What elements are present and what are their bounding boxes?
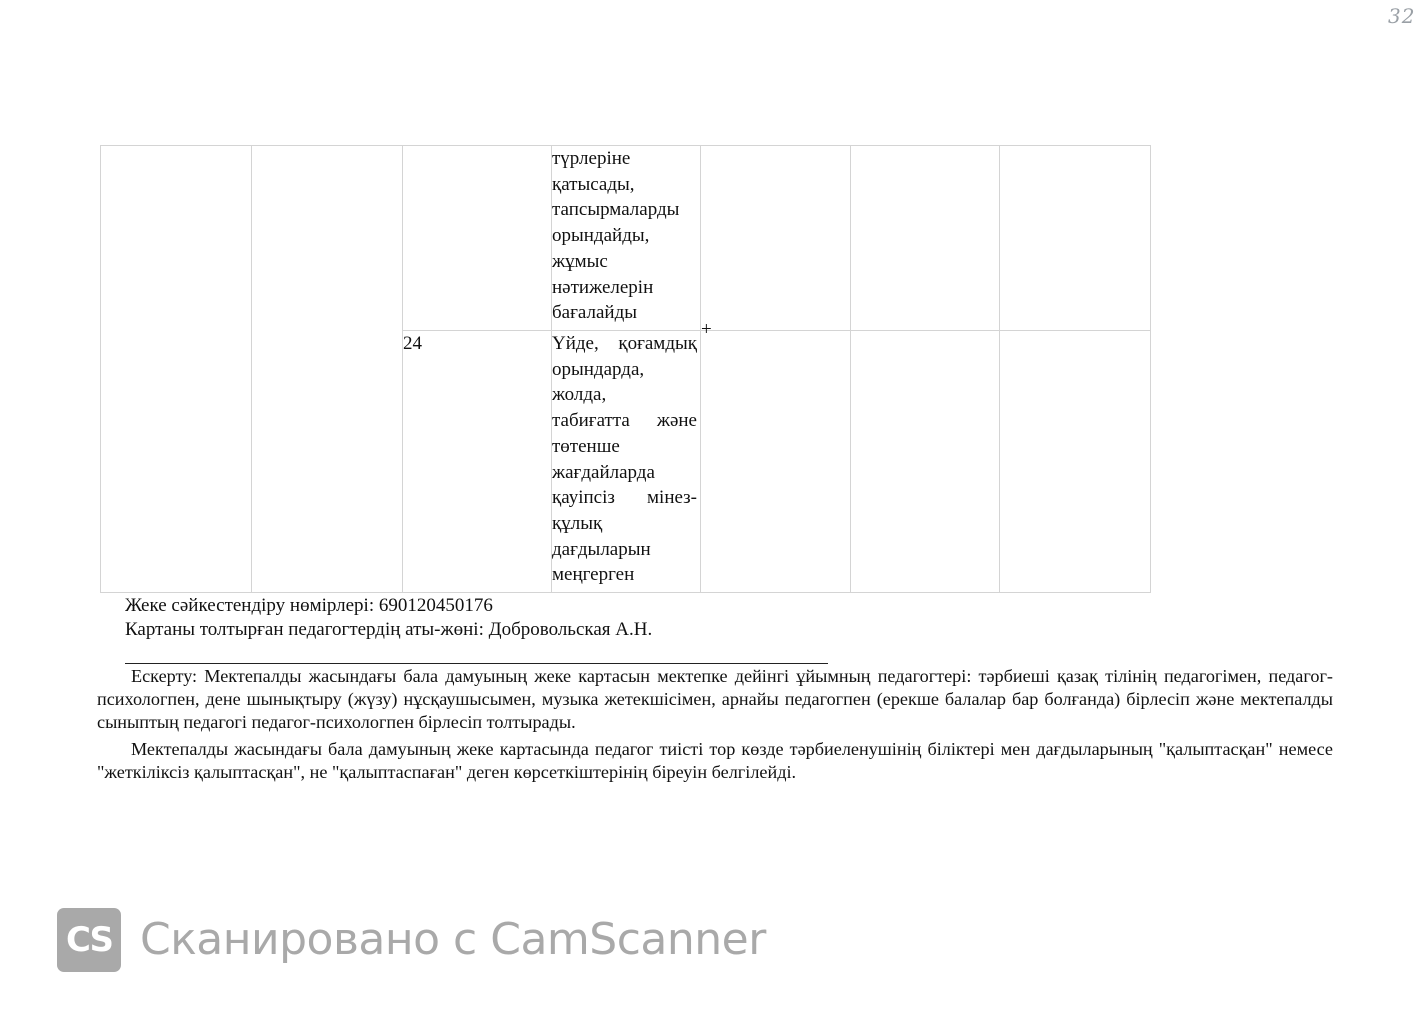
note-paragraph-2 bbox=[97, 738, 1333, 784]
skill-line: тапсырмаларды bbox=[552, 199, 680, 221]
camscanner-logo-icon: CS bbox=[57, 908, 121, 972]
skill-line: жағдайларда bbox=[552, 461, 655, 483]
handwritten-page-number: 32 bbox=[1388, 4, 1416, 28]
plus-mark: + bbox=[701, 319, 712, 340]
skill-line: орындарда, bbox=[552, 358, 645, 380]
skill-line: түрлеріне bbox=[552, 148, 631, 169]
camscanner-watermark-text: Сканировано с CamScanner bbox=[140, 914, 766, 965]
skill-line: меңгерген bbox=[552, 564, 635, 586]
footnote-divider bbox=[125, 663, 828, 664]
table-cell bbox=[1000, 331, 1151, 593]
skill-line: дағдыларын bbox=[552, 538, 651, 560]
table-cell-merged-2 bbox=[252, 146, 403, 593]
skill-line: жұмыс bbox=[552, 250, 608, 272]
table-cell bbox=[851, 146, 1000, 331]
table-row bbox=[101, 146, 1151, 331]
skill-description-cell bbox=[552, 146, 701, 331]
skill-line: табиғатта және bbox=[552, 410, 697, 432]
table-cell bbox=[1000, 146, 1151, 331]
development-card-table bbox=[100, 145, 1151, 593]
table-cell bbox=[701, 146, 851, 331]
skill-line: жолда, bbox=[552, 384, 607, 406]
formed-mark-cell bbox=[701, 319, 851, 593]
note-paragraph-1 bbox=[97, 665, 1333, 735]
skill-line: Үйде, қоғамдық bbox=[552, 333, 697, 354]
table-cell bbox=[403, 146, 552, 331]
teacher-name-line: Картаны толтырған педагогтердің аты-жөні: Добровольская А.Н. bbox=[125, 619, 653, 640]
table-cell-merged-1 bbox=[101, 146, 252, 593]
table-cell bbox=[851, 331, 1000, 593]
skill-description-cell bbox=[552, 331, 701, 593]
skill-line: төтенше bbox=[552, 435, 620, 457]
skill-line: орындайды, bbox=[552, 225, 650, 247]
note-text-2: Мектепалды жасындағы бала дамуының жеке картасында педагог тиісті тор көзде тәрбиеленушінің біліктері мен дағдыларының "қалыптасқан" немесе "жеткіліксіз қалыптасқан", не "қалыптаспаған" деген көрсеткіштерінің біреуін белгілейді. bbox=[97, 739, 1333, 783]
skill-line: қатысады, bbox=[552, 173, 635, 195]
skill-line: нәтижелерін bbox=[552, 276, 654, 298]
note-text-1: Ескерту: Мектепалды жасындағы бала дамуының жеке картасын мектепке дейінгі ұйымның педагогтері: тәрбиеші қазақ тілінің педагогімен, педагог-психологпен, дене шынықтыру (жүзу) нұсқаушысымен, музыка жетекшісімен, арнайы педагогпен (ерекше балалар бар болғанда) бірлесіп және мектепалды сыныптың педагогі педагог-психологпен бірлесіп толтырады. bbox=[97, 666, 1333, 733]
row-number-cell: 24 bbox=[403, 331, 552, 593]
skill-line: құлық bbox=[552, 512, 603, 534]
identification-number-line: Жеке сәйкестендіру нөмірлері: 690120450176 bbox=[125, 595, 493, 616]
skill-line: бағалайды bbox=[552, 302, 638, 324]
skill-line: қауіпсіз мінез- bbox=[552, 487, 697, 509]
